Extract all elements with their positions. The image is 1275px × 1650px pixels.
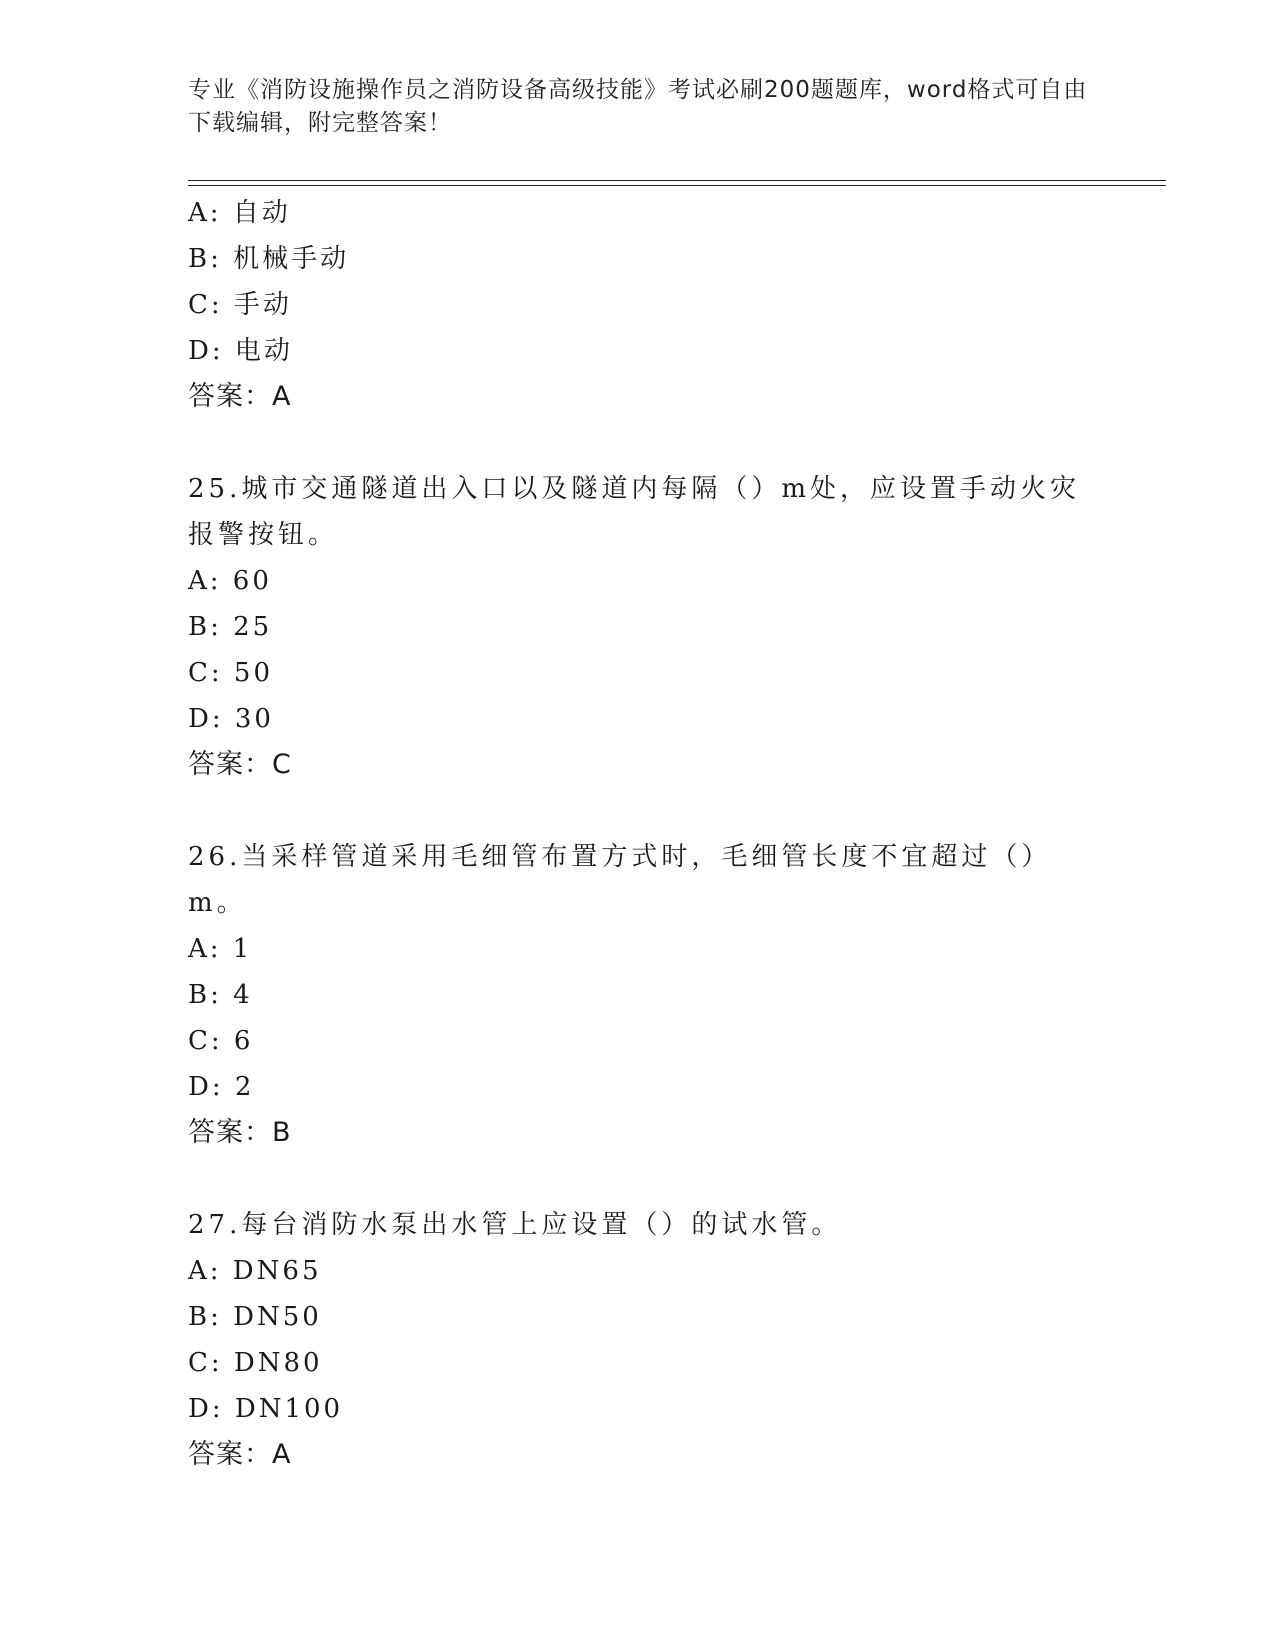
option-c: C: 手动 (188, 290, 292, 320)
option-a: A: 1 (188, 934, 253, 964)
spacer (188, 788, 1088, 834)
question-24-continued (188, 190, 1088, 420)
option-b: B: 机械手动 (188, 244, 350, 274)
question-26 (188, 834, 1088, 1156)
option-d: D: 30 (188, 704, 274, 734)
question-25 (188, 466, 1088, 788)
answer-line: 答案：A (188, 1439, 292, 1470)
spacer (188, 1156, 1088, 1202)
option-c: C: DN80 (188, 1348, 323, 1378)
spacer (188, 420, 1088, 466)
answer-line: 答案：C (188, 749, 292, 780)
option-b: B: 25 (188, 612, 273, 642)
option-b: B: 4 (188, 980, 253, 1010)
question-stem: 25.城市交通隧道出入口以及隧道内每隔（）m处，应设置手动火灾报警按钮。 (188, 474, 1081, 550)
question-list (188, 190, 1088, 1478)
option-c: C: 6 (188, 1026, 254, 1056)
option-a: A: 60 (188, 566, 272, 596)
option-d: D: DN100 (188, 1394, 344, 1424)
option-a: A: DN65 (188, 1256, 322, 1286)
option-c: C: 50 (188, 658, 274, 688)
question-stem: 27.每台消防水泵出水管上应设置（）的试水管。 (188, 1210, 842, 1240)
option-a: A: 自动 (188, 198, 291, 228)
header-divider (188, 180, 1166, 186)
question-27 (188, 1202, 1088, 1478)
option-b: B: DN50 (188, 1302, 322, 1332)
option-d: D: 电动 (188, 336, 293, 366)
option-d: D: 2 (188, 1072, 255, 1102)
answer-line: 答案：A (188, 381, 292, 412)
question-stem: 26.当采样管道采用毛细管布置方式时，毛细管长度不宜超过（）m。 (188, 842, 1052, 918)
answer-line: 答案：B (188, 1117, 292, 1148)
document-header: 专业《消防设施操作员之消防设备高级技能》考试必刷200题题库，word格式可自由下载编辑，附完整答案！ (188, 77, 1088, 136)
